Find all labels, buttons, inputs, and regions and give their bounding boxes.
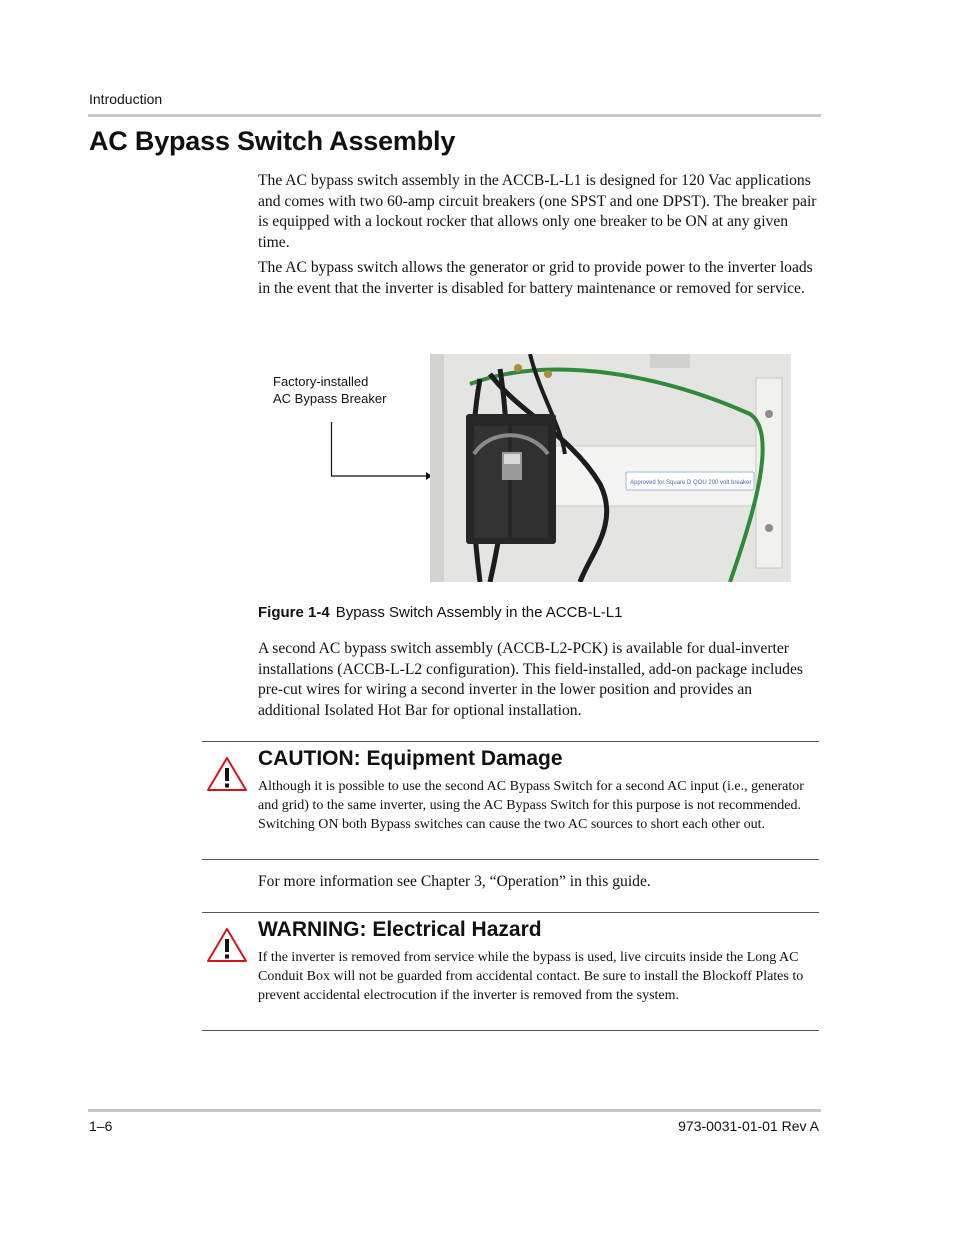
- figure-caption: [258, 604, 622, 621]
- warning-text: If the inverter is removed from service while the bypass is used, live circuits inside the Long AC Conduit Box will not be guarded from accidental contact. Be sure to install the Blockoff Plates to prevent accidental electrocution if the inverter is removed from the system.: [258, 950, 804, 1003]
- bypass-purpose-paragraph: The AC bypass switch allows the generator or grid to provide power to the inverter loads in the event that the inverter is disabled for battery maintenance or removed for service.: [258, 259, 813, 297]
- header-rule: [88, 114, 821, 117]
- electrical-hazard-triangle-icon: [206, 927, 248, 963]
- footer-rule: [88, 1109, 821, 1112]
- running-head: Introduction: [89, 91, 163, 107]
- photo-sticker-text: Approved for Square D QOU 200 volt breaker: [630, 480, 752, 486]
- second-assembly-paragraph: A second AC bypass switch assembly (ACCB-L2-PCK) is available for dual-inverter installations (ACCB-L-L2 configuration). This field-installed, add-on package includes pre-cut wires for wiring a second inverter in the lower position and provides an additional Isolated Hot Bar for optional installation.: [258, 640, 803, 719]
- figure-number: Figure 1-4: [258, 604, 330, 621]
- caution-warning-triangle-icon: [206, 756, 248, 792]
- callout-line-1: Factory-installed: [273, 374, 369, 389]
- intro-paragraph: The AC bypass switch assembly in the ACCB-L-L1 is designed for 120 Vac applications and comes with two 60-amp circuit breakers (one SPST and one DPST). The breaker pair is equipped with a lockout rocker that allows only one breaker to be ON at any given time.: [258, 172, 817, 251]
- more-info-paragraph: For more information see Chapter 3, “Operation” in this guide.: [258, 873, 651, 890]
- page-number: 1–6: [89, 1118, 113, 1134]
- figure-title: Bypass Switch Assembly in the ACCB-L-L1: [335, 604, 623, 621]
- figure-callout: [273, 373, 386, 407]
- caution-notice: [202, 741, 819, 860]
- callout-leader-line: [330, 422, 432, 482]
- caution-text: Although it is possible to use the second AC Bypass Switch for a second AC input (i.e., generator and grid) to the same inverter, using the AC Bypass Switch for this purpose is not recommended. Switching ON both Bypass switches can cause the two AC sources to short each other out.: [258, 779, 804, 832]
- bypass-switch-photo: [430, 354, 791, 582]
- document-number: 973-0031-01-01 Rev A: [678, 1118, 819, 1134]
- page-title: AC Bypass Switch Assembly: [89, 126, 456, 156]
- warning-title: WARNING: Electrical Hazard: [258, 918, 542, 941]
- caution-title: CAUTION: Equipment Damage: [258, 747, 563, 770]
- callout-line-2: AC Bypass Breaker: [273, 391, 387, 406]
- warning-notice: [202, 912, 819, 1031]
